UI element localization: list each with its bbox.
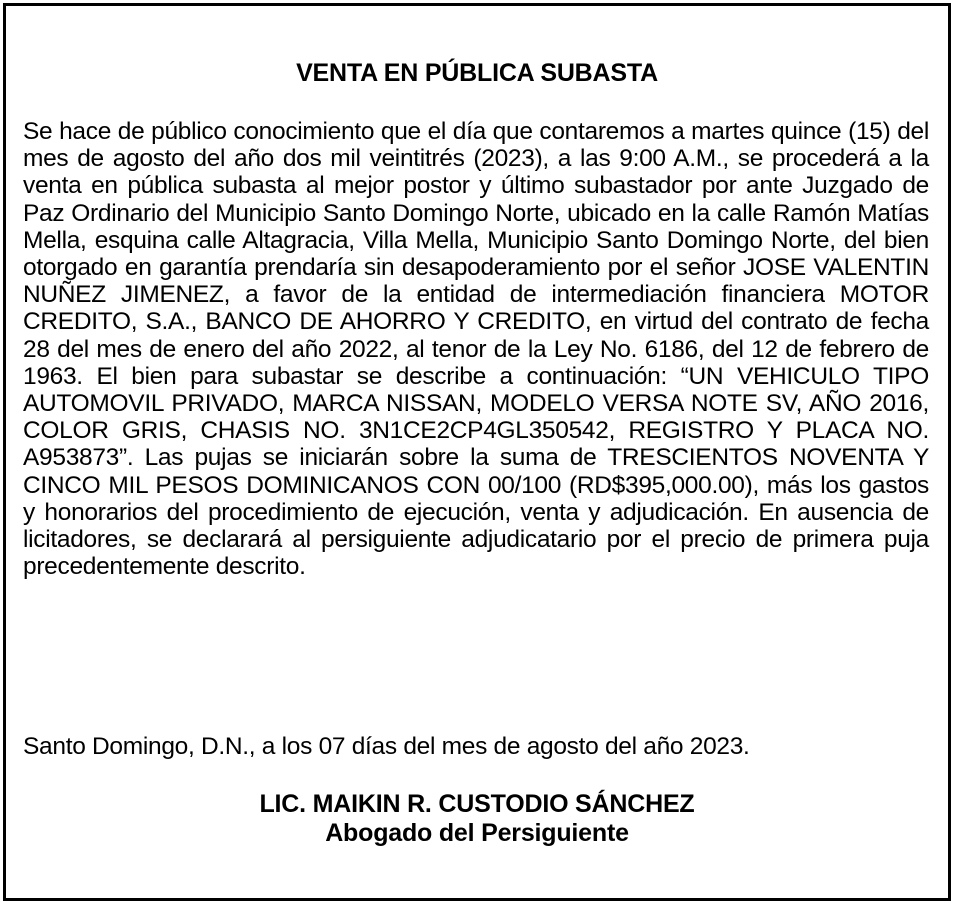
signature-name: LIC. MAIKIN R. CUSTODIO SÁNCHEZ [259, 790, 695, 818]
notice-date-line: Santo Domingo, D.N., a los 07 días del mes de agosto del año 2023. [23, 733, 750, 760]
legal-notice-frame [3, 3, 951, 901]
notice-body: Se hace de público conocimiento que el día que contaremos a martes quince (15) del mes de agosto del año dos mil veintitrés (2023), a las 9:00 A.M., se procederá a la venta en pública subasta al mejor postor y último subastador por ante Juzgado de Paz Ordinario del Municipio Santo Domingo Norte, ubicado en la calle Ramón Matías Mella, esquina calle Altagracia, Villa Mella, Municipio Santo Domingo Norte, del bien otorgado en garantía prendaría sin desapoderamiento por el señor JOSE VALENTIN NUÑEZ JIMENEZ, a favor de la entidad de intermediación financiera MOTOR CREDITO, S.A., BANCO DE AHORRO Y CREDITO, en virtud del contrato de fecha 28 del mes de enero del año 2022, al tenor de la Ley No. 6186, del 12 de febrero de 1963. El bien para subastar se describe a continuación: “UN VEHICULO TIPO AUTOMOVIL PRIVADO, MARCA NISSAN, MODELO VERSA NOTE SV, AÑO 2016, COLOR GRIS, CHASIS NO. 3N1CE2CP4GL350542, REGISTRO Y PLACA NO. A953873”. Las pujas se iniciarán sobre la suma de TRESCIENTOS NOVENTA Y CINCO MIL PESOS DOMINICANOS CON 00/100 (RD$395,000.00), más los gastos y honorarios del procedimiento de ejecución, venta y adjudicación. En ausencia de licitadores, se declarará al persiguiente adjudicatario por el precio de primera puja precedentemente descrito. [23, 118, 929, 581]
signature-role: Abogado del Persiguiente [325, 819, 629, 847]
notice-title: VENTA EN PÚBLICA SUBASTA [296, 59, 658, 87]
